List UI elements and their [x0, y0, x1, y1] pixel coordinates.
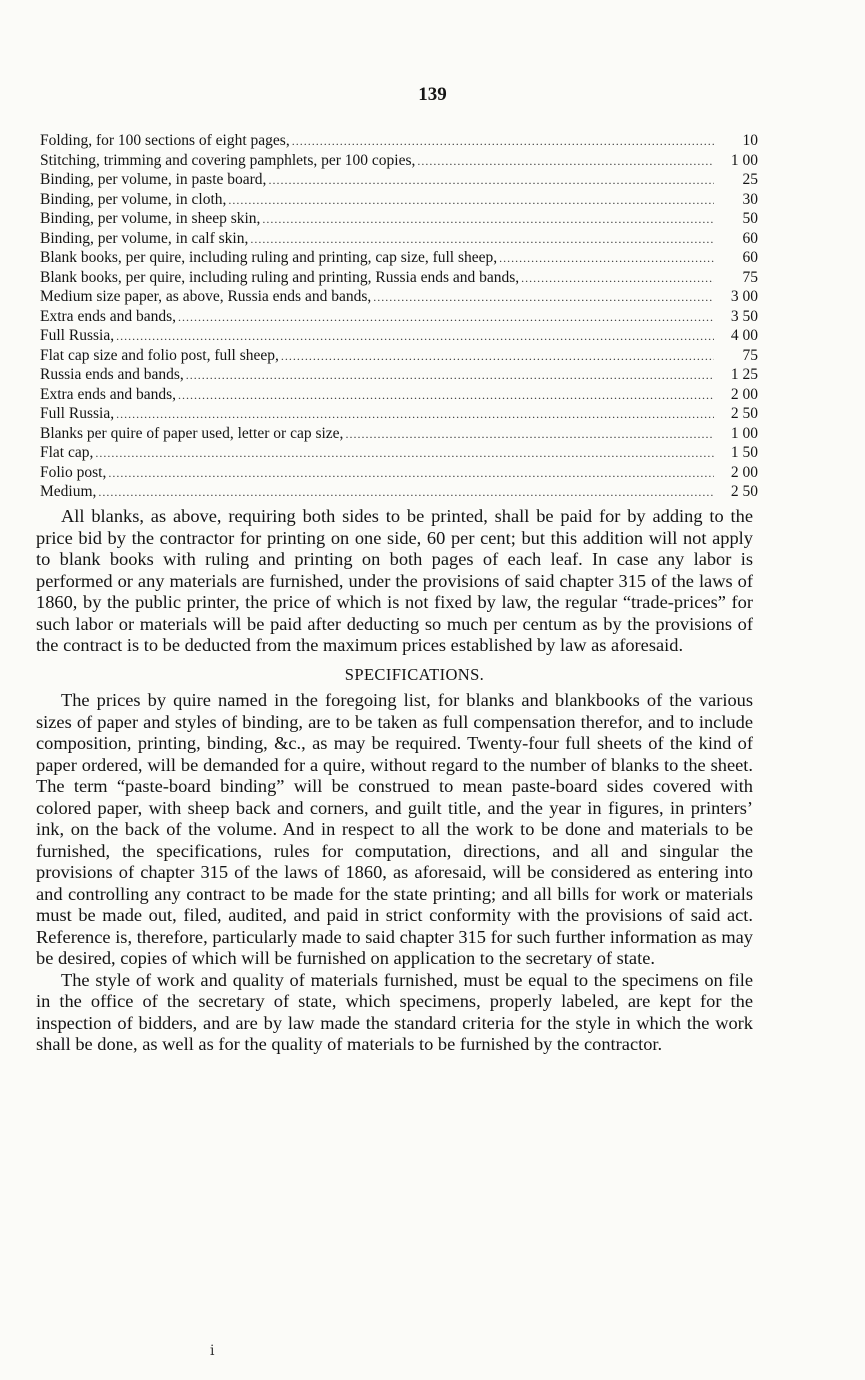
dot-leader: [116, 327, 714, 347]
printer-mark: ⅰ: [210, 1344, 215, 1359]
dot-leader: [250, 230, 714, 250]
price-list-row: [40, 385, 758, 405]
price-list: [40, 131, 758, 502]
dot-leader: [186, 366, 714, 386]
price-list-row: [40, 268, 758, 288]
dot-leader: [98, 483, 714, 503]
item-label: Medium,: [40, 483, 97, 500]
item-label: Full Russia,: [40, 327, 115, 344]
item-price: 25: [742, 171, 758, 188]
price-list-row: [40, 248, 758, 268]
item-price: 30: [742, 190, 758, 208]
dot-leader: [178, 386, 714, 406]
dot-leader: [262, 210, 714, 230]
price-list-row: [40, 482, 758, 502]
item-label: Blank books, per quire, including ruling and printing, Russia ends and bands,: [40, 268, 520, 286]
price-list-row: [40, 190, 758, 210]
item-label: Blank books, per quire, including ruling and printing, cap size, full sheep,: [40, 249, 498, 266]
price-list-row: [40, 287, 758, 307]
dot-leader: [292, 132, 714, 152]
item-price: 2 50: [730, 405, 758, 422]
item-price: 1 00: [730, 151, 758, 169]
price-list-row: [40, 424, 758, 444]
item-label: Extra ends and bands,: [40, 385, 177, 403]
price-list-row: [40, 326, 758, 346]
body-text: [36, 506, 753, 1056]
item-label: Binding, per volume, in cloth,: [40, 190, 227, 208]
price-list-row: [40, 346, 758, 366]
page-number: 139: [418, 84, 447, 105]
item-label: Binding, per volume, in calf skin,: [40, 229, 249, 247]
dot-leader: [281, 347, 714, 367]
price-list-row: [40, 307, 758, 327]
item-label: Russia ends and bands,: [40, 366, 184, 383]
item-price: 2 50: [730, 483, 758, 500]
item-label: Extra ends and bands,: [40, 307, 177, 325]
item-label: Flat cap size and folio post, full sheep,: [40, 346, 279, 364]
price-list-row: [40, 443, 758, 463]
item-price: 10: [742, 132, 758, 149]
price-list-row: [40, 170, 758, 190]
price-list-row: [40, 463, 758, 483]
price-list-row: [40, 209, 758, 229]
item-price: 1 50: [730, 444, 758, 461]
paragraph-style: The style of work and quality of materials furnished, must be equal to the specimens on file in the office of the secretary of state, which specimens, properly labeled, are kept for the inspection of bidders, and are by law made the standard criteria for the style in which the work shall be done, as well as for the quality of materials to be furnished by the contractor.: [36, 969, 753, 1054]
dot-leader: [116, 405, 714, 425]
item-price: 4 00: [730, 327, 758, 344]
price-list-row: [40, 365, 758, 385]
price-list-row: [40, 404, 758, 424]
dot-leader: [345, 425, 714, 445]
item-price: 1 00: [730, 424, 758, 442]
price-list-row: [40, 151, 758, 171]
item-price: 50: [742, 210, 758, 227]
dot-leader: [178, 308, 714, 328]
item-price: 60: [742, 249, 758, 266]
item-price: 3 50: [730, 307, 758, 325]
dot-leader: [373, 288, 714, 308]
item-label: Blanks per quire of paper used, letter or cap size,: [40, 424, 344, 442]
item-label: Folio post,: [40, 463, 107, 481]
item-price: 1 25: [730, 366, 758, 383]
item-price: 75: [742, 268, 758, 286]
dot-leader: [499, 249, 714, 269]
price-list-row: [40, 229, 758, 249]
item-label: Flat cap,: [40, 444, 94, 461]
dot-leader: [521, 269, 714, 289]
item-label: Stitching, trimming and covering pamphlets, per 100 copies,: [40, 151, 416, 169]
item-label: Medium size paper, as above, Russia ends and bands,: [40, 288, 372, 305]
dot-leader: [417, 152, 714, 172]
item-price: 2 00: [730, 463, 758, 481]
dot-leader: [95, 444, 714, 464]
price-list-row: [40, 131, 758, 151]
dot-leader: [108, 464, 714, 484]
dot-leader: [268, 171, 714, 191]
item-label: Binding, per volume, in sheep skin,: [40, 210, 261, 227]
item-price: 75: [742, 346, 758, 364]
item-price: 60: [742, 229, 758, 247]
paragraph-blanks: All blanks, as above, requiring both sides to be printed, shall be paid for by adding to the price bid by the contractor for printing on one side, 60 per cent; but this addition will not apply to blank books with ruling and printing on both pages of each leaf. In case any labor is performed or any materials are furnished, under the provisions of said chapter 315 of the laws of 1860, by the public printer, the price of which is not fixed by law, the regular “trade-prices” for such labor or materials will be paid after deducting so much per centum as by the provisions of the contract is to be deducted from the maximum prices established by law as aforesaid.: [36, 506, 753, 655]
dot-leader: [228, 191, 714, 211]
item-price: 3 00: [730, 288, 758, 305]
item-label: Full Russia,: [40, 405, 115, 422]
item-label: Folding, for 100 sections of eight pages,: [40, 132, 290, 149]
specifications-heading: SPECIFICATIONS.: [344, 664, 485, 684]
paragraph-prices: The prices by quire named in the foregoing list, for blanks and blankbooks of the various sizes of paper and styles of binding, are to be taken as full compensation therefor, and to include composition, printing, binding, &c., as may be required. Twenty-four full sheets of the kind of paper ordered, will be demanded for a quire, without regard to the number of blanks to the sheet. The term “paste-board binding” will be construed to mean paste-board sides covered with colored paper, with sheep back and corners, and guilt title, and the year in figures, in printers’ ink, on the back of the volume. And in respect to all the work to be done and materials to be furnished, the specifications, rules for computation, directions, and all and singular the provisions of chapter 315 of the laws of 1860, as aforesaid, will be considered as entering into and controlling any contract to be made for the state printing; and all bills for work or materials must be made out, filed, audited, and paid in strict conformity with the provisions of said act. Reference is, therefore, particularly made to said chapter 315 for such further information as may be desired, copies of which will be furnished on application to the secretary of state.: [36, 690, 753, 968]
item-price: 2 00: [730, 385, 758, 403]
item-label: Binding, per volume, in paste board,: [40, 171, 267, 188]
